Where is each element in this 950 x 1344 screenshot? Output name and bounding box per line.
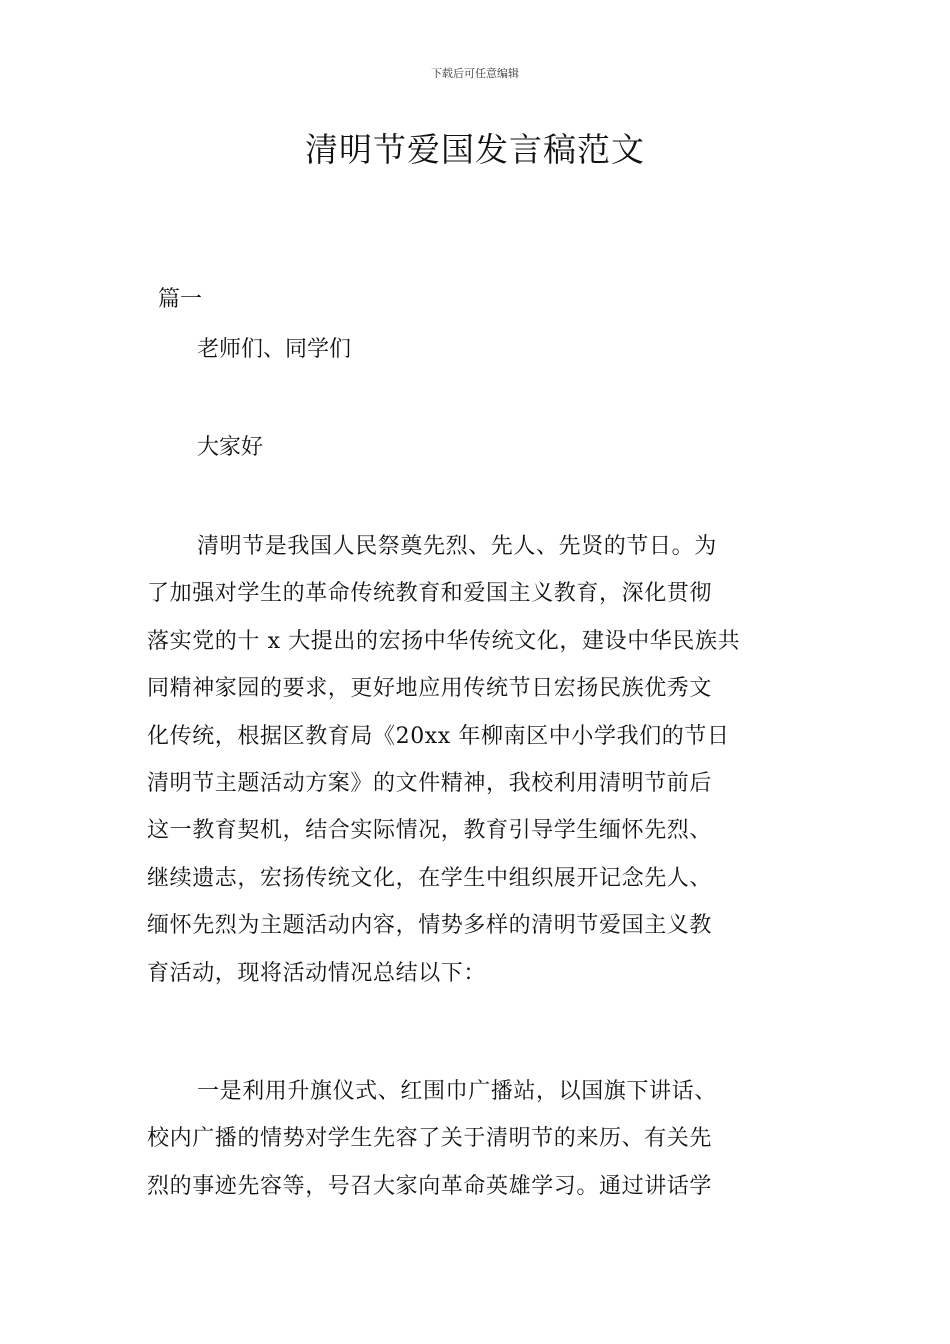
greeting: 大家好 (197, 435, 264, 460)
paragraph-2 (147, 1076, 827, 1218)
salutation: 老师们、同学们 (197, 337, 352, 362)
paragraph-line: 校内广播的情势对学生先容了关于清明节的来历、有关先 (147, 1126, 713, 1152)
paragraph-line: 了加强对学生的革命传统教育和爱国主义教育，深化贯彻 (147, 581, 713, 607)
paragraph-line: 一是利用升旗仪式、红围巾广播站，以国旗下讲话、 (197, 1079, 717, 1104)
paragraph-line: 继续遗志，宏扬传统文化，在学生中组织展开记念先人、 (147, 865, 713, 891)
paragraph-line: 育活动，现将活动情况总结以下： (147, 960, 487, 986)
document-title: 清明节爱国发言稿范文 (305, 130, 645, 169)
paragraph-line: 化传统，根据区教育局《20xx 年柳南区中小学我们的节日 (147, 723, 730, 749)
section-label: 篇一 (158, 287, 203, 312)
header-note: 下载后可任意编辑 (431, 67, 519, 80)
paragraph-line: 烈的事迹先容等，号召大家向革命英雄学习。通过讲话学 (147, 1173, 713, 1199)
paragraph-line: 清明节主题活动方案》的文件精神，我校利用清明节前后 (147, 770, 713, 796)
paragraph-line: 清明节是我国人民祭奠先烈、先人、先贤的节日。为 (197, 534, 717, 559)
paragraph-line: 落实党的十 x 大提出的宏扬中华传统文化，建设中华民族共 (147, 628, 741, 654)
paragraph-line: 这一教育契机，结合实际情况，教育引导学生缅怀先烈、 (147, 818, 713, 844)
paragraph-line: 同精神家园的要求，更好地应用传统节日宏扬民族优秀文 (147, 676, 713, 702)
paragraph-line: 缅怀先烈为主题活动内容，情势多样的清明节爱国主义教 (147, 913, 713, 939)
paragraph-1 (147, 531, 827, 1005)
